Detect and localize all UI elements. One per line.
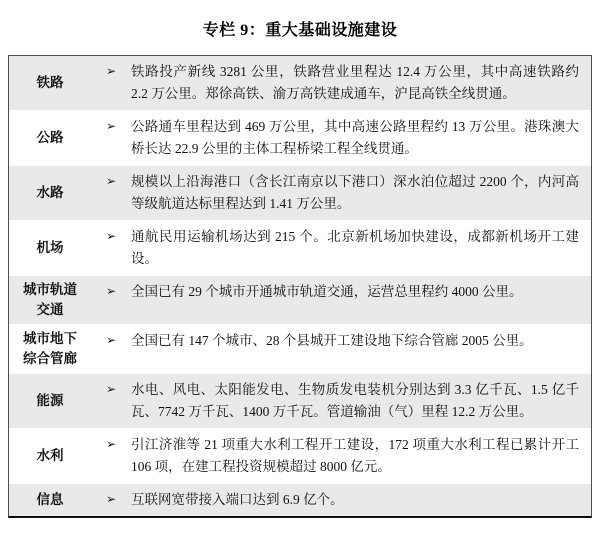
row-label: 城市地下综合管廊 [23, 331, 77, 366]
row-content: 引江济淮等 21 项重大水利工程开工建设，172 项重大水利工程已累计开工 106 项，在建工程投资规模超过 8000 亿元。 [131, 437, 579, 474]
bullet-cell [91, 429, 131, 483]
row-content: 公路通车里程达到 469 万公里，其中高速公路里程约 13 万公里。港珠澳大桥长达 22.9 公里的主体工程桥梁工程全线贯通。 [131, 119, 579, 156]
arrow-bullet-icon: ➢ [105, 119, 117, 133]
arrow-bullet-icon: ➢ [105, 492, 117, 506]
table-row [9, 111, 591, 166]
row-content: 规模以上沿海港口（含长江南京以下港口）深水泊位超过 2200 个，内河高等级航道达标里程达到 1.41 万公里。 [131, 174, 579, 211]
bullet-cell [91, 166, 131, 220]
arrow-bullet-icon: ➢ [105, 174, 117, 188]
row-content: 全国已有 147 个城市、28 个县城开工建设地下综合管廊 2005 公里。 [131, 333, 533, 348]
row-label: 机场 [36, 240, 64, 255]
table-row [9, 429, 591, 484]
bullet-cell [91, 276, 131, 324]
row-content: 互联网宽带接入端口达到 6.9 亿个。 [131, 492, 344, 507]
row-label-cell [9, 429, 91, 483]
row-content: 通航民用运输机场达到 215 个。北京新机场加快建设，成都新机场开工建设。 [131, 229, 579, 266]
arrow-bullet-icon: ➢ [105, 382, 117, 396]
arrow-bullet-icon: ➢ [105, 64, 117, 78]
table-row [9, 374, 591, 429]
table-row [9, 166, 591, 221]
bullet-cell [91, 325, 131, 373]
bullet-cell [91, 374, 131, 428]
row-label: 公路 [36, 130, 64, 145]
row-label: 信息 [36, 492, 64, 507]
bullet-cell [91, 56, 131, 110]
row-label: 城市轨道交通 [23, 282, 77, 317]
table-row [9, 276, 591, 325]
row-label-cell [9, 221, 91, 275]
bullet-cell [91, 221, 131, 275]
row-label-cell [9, 325, 91, 373]
row-label-cell [9, 56, 91, 110]
arrow-bullet-icon: ➢ [105, 437, 117, 451]
bullet-cell [91, 111, 131, 165]
row-label-cell [9, 374, 91, 428]
row-label-cell [9, 276, 91, 324]
table-row [9, 325, 591, 374]
arrow-bullet-icon: ➢ [105, 333, 117, 347]
row-label: 水路 [36, 185, 64, 200]
arrow-bullet-icon: ➢ [105, 284, 117, 298]
row-label: 铁路 [36, 75, 64, 90]
row-label-cell [9, 484, 91, 516]
page-title: 专栏 9：重大基础设施建设 [202, 22, 398, 39]
row-content: 全国已有 29 个城市开通城市轨道交通，运营总里程约 4000 公里。 [131, 284, 523, 299]
table-row [9, 221, 591, 276]
table-row [9, 56, 591, 111]
row-content: 铁路投产新线 3281 公里，铁路营业里程达 12.4 万公里，其中高速铁路约 2.2 万公里。郑徐高铁、渝万高铁建成通车，沪昆高铁全线贯通。 [131, 64, 579, 101]
row-content: 水电、风电、太阳能发电、生物质发电装机分别达到 3.3 亿千瓦、1.5 亿千瓦、7742 万千瓦、1400 万千瓦。管道输油（气）里程 12.2 万公里。 [131, 382, 579, 419]
row-label-cell [9, 166, 91, 220]
bullet-cell [91, 484, 131, 516]
row-label: 水利 [36, 448, 64, 463]
row-label-cell [9, 111, 91, 165]
row-label: 能源 [36, 393, 64, 408]
infrastructure-table [8, 55, 592, 518]
table-row [9, 484, 591, 516]
arrow-bullet-icon: ➢ [105, 229, 117, 243]
